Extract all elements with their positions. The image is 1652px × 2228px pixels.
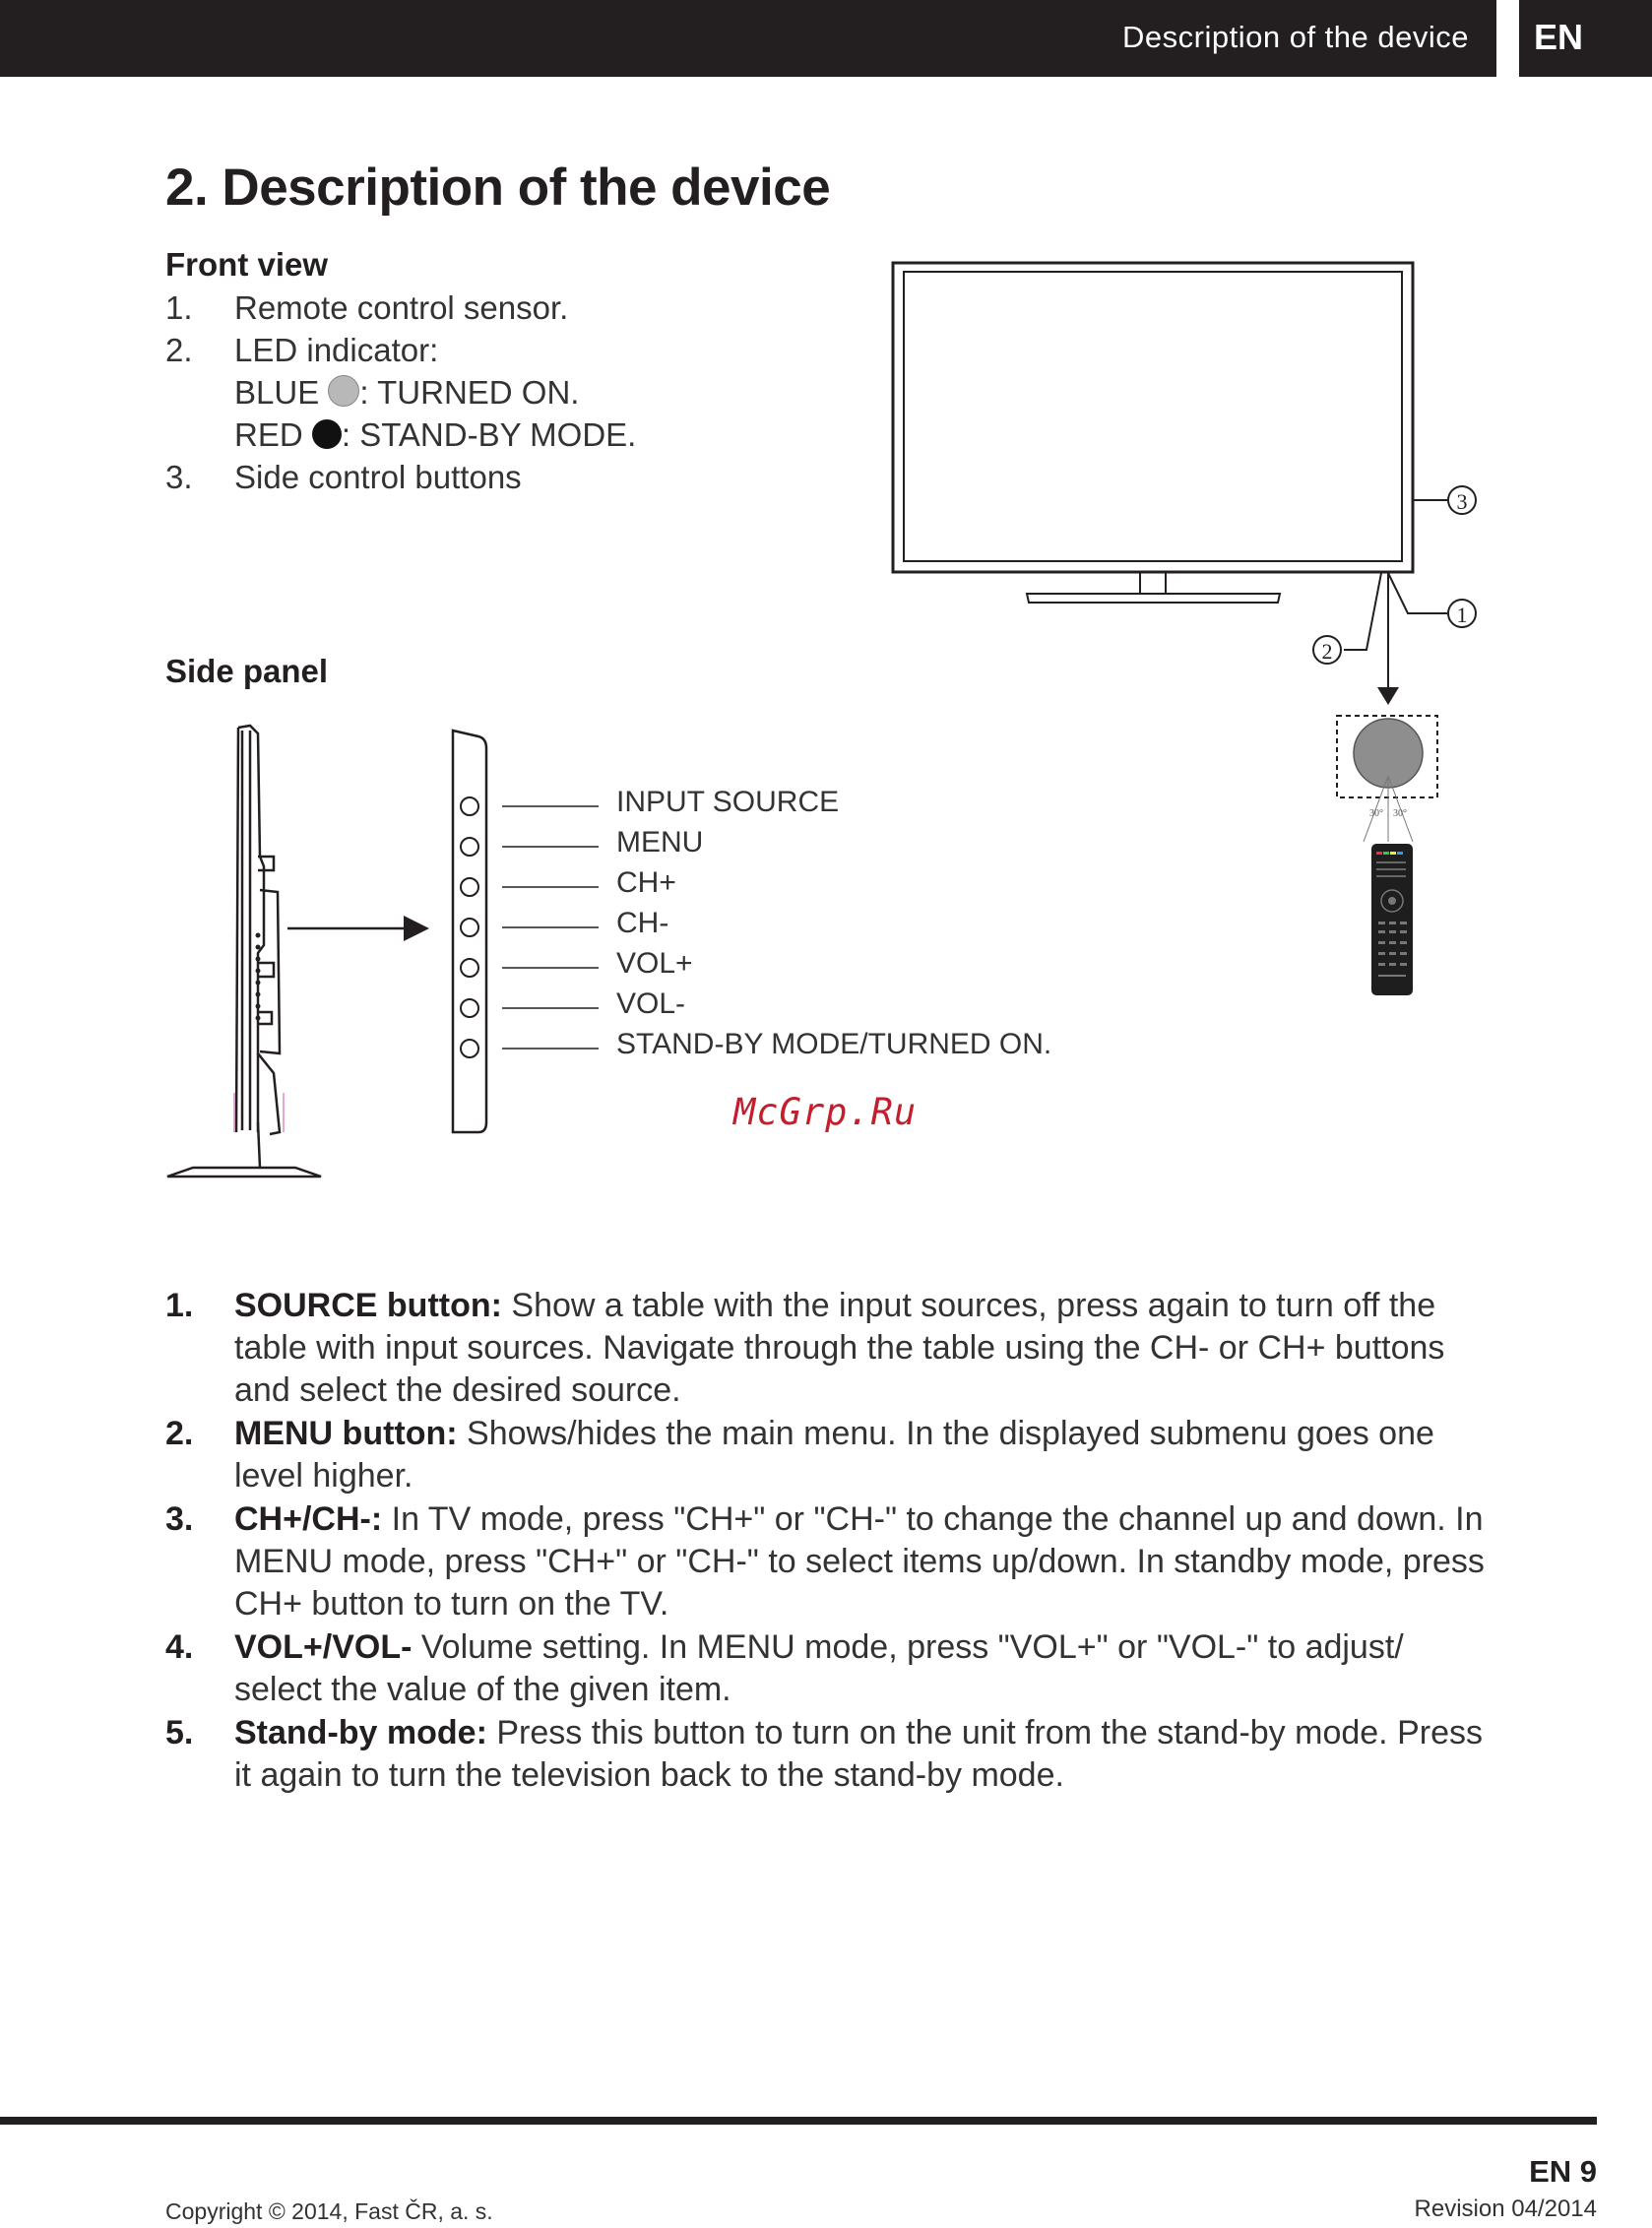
tv-side-view-drawing (167, 726, 321, 1177)
description-item (165, 1712, 1485, 1797)
side-panel-title: Side panel (165, 653, 329, 689)
description-number: 2. (165, 1415, 194, 1452)
front-view-title: Front view (165, 246, 329, 283)
menu-button-icon (461, 838, 478, 856)
description-text: In TV mode, press "CH+" or "CH-" to change the channel up and down. In MENU mode, press "CH+" or "CH-" to select items up/down. In standby mode, press CH+ button to turn on the TV. (234, 1500, 1485, 1623)
standby-button-icon (461, 1040, 478, 1057)
watermark: McGrp.Ru (733, 1091, 918, 1133)
item-text: Remote control sensor. (234, 289, 569, 326)
description-label: Stand-by mode: (234, 1714, 487, 1751)
description-text: Shows/hides the main menu. In the displayed submenu goes one level higher. (234, 1415, 1434, 1495)
button-panel-outline (453, 731, 486, 1132)
remote-control-icon (1371, 844, 1413, 995)
description-number: 3. (165, 1500, 194, 1538)
zoom-arrow-icon (404, 916, 429, 941)
callout-markers (1313, 486, 1476, 664)
vol-minus-button-icon (461, 999, 478, 1017)
button-label-vol-plus: VOL+ (616, 947, 693, 980)
tv-front-drawing (893, 263, 1413, 603)
description-text: Show a table with the input sources, press again to turn off the table with input sources. Navigate through the table using the CH- or CH+ buttons and select the desired source. (234, 1287, 1445, 1409)
ch-minus-button-icon (461, 919, 478, 936)
vol-plus-button-icon (461, 959, 478, 977)
callout-2-label: 2 (1321, 639, 1333, 664)
language-label: EN (1534, 17, 1584, 57)
description-item (165, 1626, 1485, 1711)
button-label-ch-minus: CH- (616, 907, 669, 939)
item-text: Side control buttons (234, 459, 522, 495)
description-number: 4. (165, 1628, 194, 1666)
item-number: 3. (165, 459, 193, 495)
copyright: Copyright © 2014, Fast ČR, a. s. (165, 2198, 493, 2224)
item-number: 2. (165, 332, 193, 368)
item-number: 1. (165, 289, 193, 326)
description-text: Volume setting. In MENU mode, press "VOL+" or "VOL-" to adjust/ select the value of the given item. (234, 1628, 1404, 1708)
ch-plus-button-icon (461, 878, 478, 896)
item-text: LED indicator: (234, 332, 439, 368)
footer-rule (0, 2117, 1597, 2125)
header-section-title: Description of the device (1122, 20, 1469, 54)
description-label: MENU button: (234, 1415, 458, 1452)
page-number: EN 9 (1529, 2154, 1597, 2189)
description-item (165, 1498, 1485, 1625)
description-number: 1. (165, 1287, 194, 1324)
panel-leader-lines (502, 806, 599, 1049)
callout-lines (1344, 500, 1447, 689)
button-label-ch-plus: CH+ (616, 866, 676, 899)
button-label-vol-minus: VOL- (616, 987, 686, 1020)
description-text: Press this button to turn on the unit from the stand-by mode. Press it again to turn the television back to the stand-by mode. (234, 1714, 1483, 1794)
description-label: VOL+/VOL- (234, 1628, 413, 1666)
input-source-button-icon (461, 797, 478, 815)
revision: Revision 04/2014 (1414, 2196, 1597, 2222)
button-label-standby: STAND-BY MODE/TURNED ON. (616, 1028, 1052, 1060)
description-item (165, 1413, 1485, 1497)
angle-left-label: 30° (1369, 808, 1383, 819)
callout-arrow-icon (1377, 687, 1399, 705)
angle-right-label: 30° (1393, 808, 1407, 819)
led-blue-label: BLUE (234, 374, 320, 411)
button-label-menu: MENU (616, 826, 704, 859)
page-title: 2. Description of the device (165, 159, 831, 217)
callout-1-label: 1 (1456, 603, 1468, 627)
description-label: SOURCE button: (234, 1287, 502, 1324)
led-blue-state: : TURNED ON. (359, 374, 580, 411)
description-number: 5. (165, 1714, 194, 1751)
description-label: CH+/CH-: (234, 1500, 383, 1538)
led-red-label: RED (234, 416, 303, 453)
panel-buttons (461, 797, 478, 1057)
callout-3-label: 3 (1456, 489, 1468, 514)
button-label-input-source: INPUT SOURCE (616, 786, 840, 818)
description-item (165, 1285, 1485, 1412)
led-red-state: : STAND-BY MODE. (341, 416, 637, 453)
